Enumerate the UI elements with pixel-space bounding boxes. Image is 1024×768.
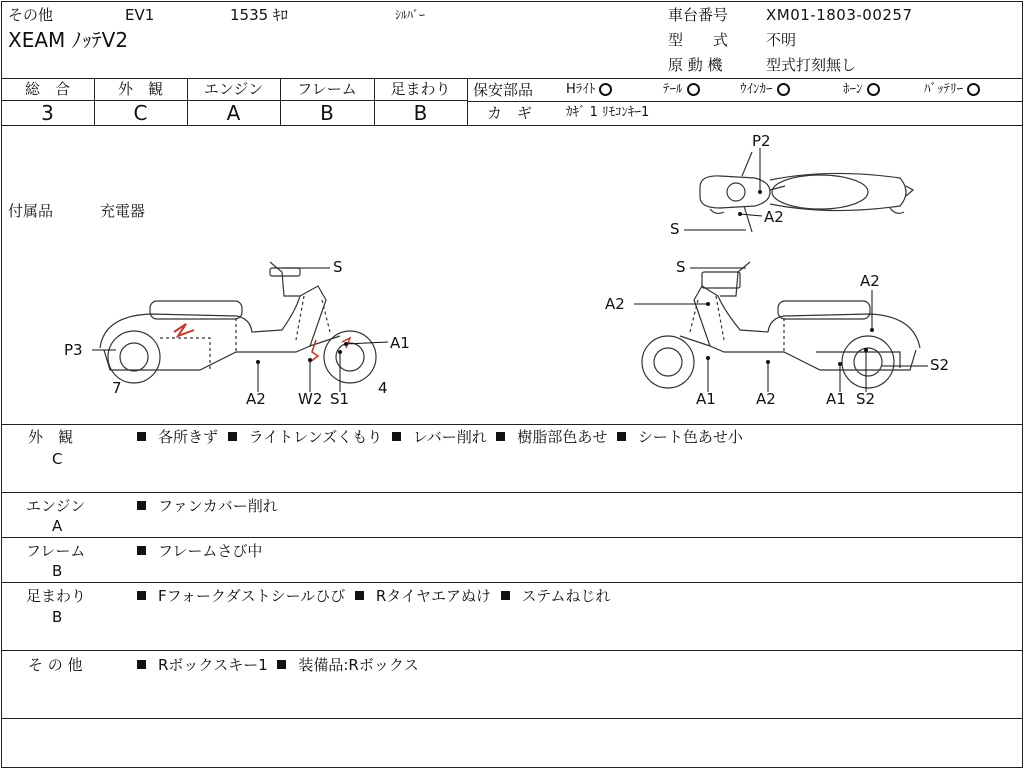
safety-item-headlight: Hﾗｲﾄ — [566, 81, 612, 99]
grade-exterior-value: C — [133, 101, 148, 125]
grade-top-rule — [1, 78, 1022, 79]
diagram-label: A1 — [826, 390, 846, 408]
grade-frame-label: フレーム — [297, 80, 357, 98]
diagram-label: A2 — [605, 295, 625, 313]
ok-circle-icon — [867, 83, 880, 96]
diagram-label: S1 — [330, 390, 350, 408]
notes-top-rule — [1, 424, 1022, 425]
scooter-left-side — [100, 262, 376, 383]
note-label: フレーム — [26, 542, 86, 560]
note-label: そ の 他 — [28, 656, 83, 674]
note-label: 足まわり — [26, 587, 87, 605]
frame-no-value: XM01-1803-00257 — [766, 6, 913, 24]
key-value: ｶｷﾞ 1 ﾘﾓｺﾝｷｰ1 — [566, 105, 650, 120]
diagram-label: S — [333, 258, 343, 276]
grade-divider — [467, 78, 468, 125]
diagram-label: W2 — [298, 390, 323, 408]
grade-overall-label: 総 合 — [24, 80, 70, 98]
note-grade: A — [52, 517, 63, 535]
diagram-label: P2 — [752, 132, 771, 150]
note-grade: B — [52, 608, 63, 626]
note-label: エンジン — [26, 497, 86, 515]
frame-no-label: 車台番号 — [668, 6, 729, 24]
safety-item-tail: ﾃｰﾙ — [663, 81, 700, 99]
other-label: その他 — [8, 6, 54, 24]
notes-rule — [1, 492, 1022, 493]
type-label: 型 式 — [668, 31, 729, 49]
grade-exterior-label: 外 観 — [117, 80, 163, 98]
safety-item-winker: ｳｲﾝｶｰ — [740, 81, 790, 99]
note-items: フレームさび中 — [137, 542, 262, 560]
notes-rule — [1, 537, 1022, 538]
engine-model-label: 原 動 機 — [668, 56, 723, 74]
ok-circle-icon — [687, 83, 700, 96]
engine-model-value: 型式打刻無し — [766, 56, 857, 74]
diagram-label: S2 — [930, 356, 950, 374]
diagram-label: A2 — [860, 272, 880, 290]
safety-label: 保安部品 — [473, 81, 534, 99]
accessories-value: 充電器 — [100, 202, 146, 220]
damage-diagram — [0, 126, 1024, 424]
grade-engine-label: エンジン — [203, 80, 264, 98]
safety-item-horn: ﾎｰﾝ — [843, 81, 880, 99]
grade-frame-value: B — [320, 101, 334, 125]
diagram-label: 7 — [112, 379, 122, 397]
diagram-label: A2 — [246, 390, 266, 408]
notes-rule — [1, 718, 1022, 719]
grade-suspension-value: B — [413, 101, 428, 125]
diagram-label: A1 — [696, 390, 716, 408]
note-items: 各所きず ライトレンズくもり レバー削れ 樹脂部色あせ シート色あせ小 — [137, 428, 743, 446]
grade-engine-value: A — [226, 101, 241, 125]
diagram-label: A2 — [756, 390, 776, 408]
safety-mid-rule — [467, 101, 1022, 102]
ok-circle-icon — [599, 83, 612, 96]
diagram-label: A1 — [390, 334, 410, 352]
ok-circle-icon — [777, 83, 790, 96]
note-label: 外 観 — [28, 428, 74, 446]
type-value: 不明 — [766, 31, 797, 49]
note-items: Rボックスキー1 装備品:Rボックス — [137, 656, 419, 674]
ev-value: EV1 — [125, 6, 155, 24]
grade-overall-value: 3 — [41, 101, 54, 125]
notes-rule — [1, 650, 1022, 651]
diagram-label: 4 — [378, 379, 388, 397]
note-grade: C — [52, 450, 63, 468]
accessories-label: 付属品 — [8, 202, 54, 220]
diagram-label: P3 — [64, 341, 83, 359]
note-items: Fフォークダストシールひび Rタイヤエアぬけ ステムねじれ — [137, 587, 610, 605]
note-items: ファンカバー削れ — [137, 497, 278, 515]
scooter-top-view — [700, 152, 913, 232]
safety-item-battery: ﾊﾞｯﾃﾘｰ — [924, 81, 980, 99]
grade-suspension-label: 足まわり — [390, 80, 451, 98]
notes-rule — [1, 582, 1022, 583]
model-name: XEAM ﾉｯﾃV2 — [8, 28, 129, 52]
diagram-label: A2 — [764, 208, 784, 226]
diagram-label: S — [670, 220, 680, 238]
ok-circle-icon — [967, 83, 980, 96]
diagram-label: S2 — [856, 390, 876, 408]
mileage-value: 1535 ｷﾛ — [230, 6, 288, 24]
note-grade: B — [52, 562, 63, 580]
key-label: カ ギ — [487, 104, 533, 122]
color-value: ｼﾙﾊﾞｰ — [395, 8, 426, 22]
diagram-label: S — [676, 258, 686, 276]
